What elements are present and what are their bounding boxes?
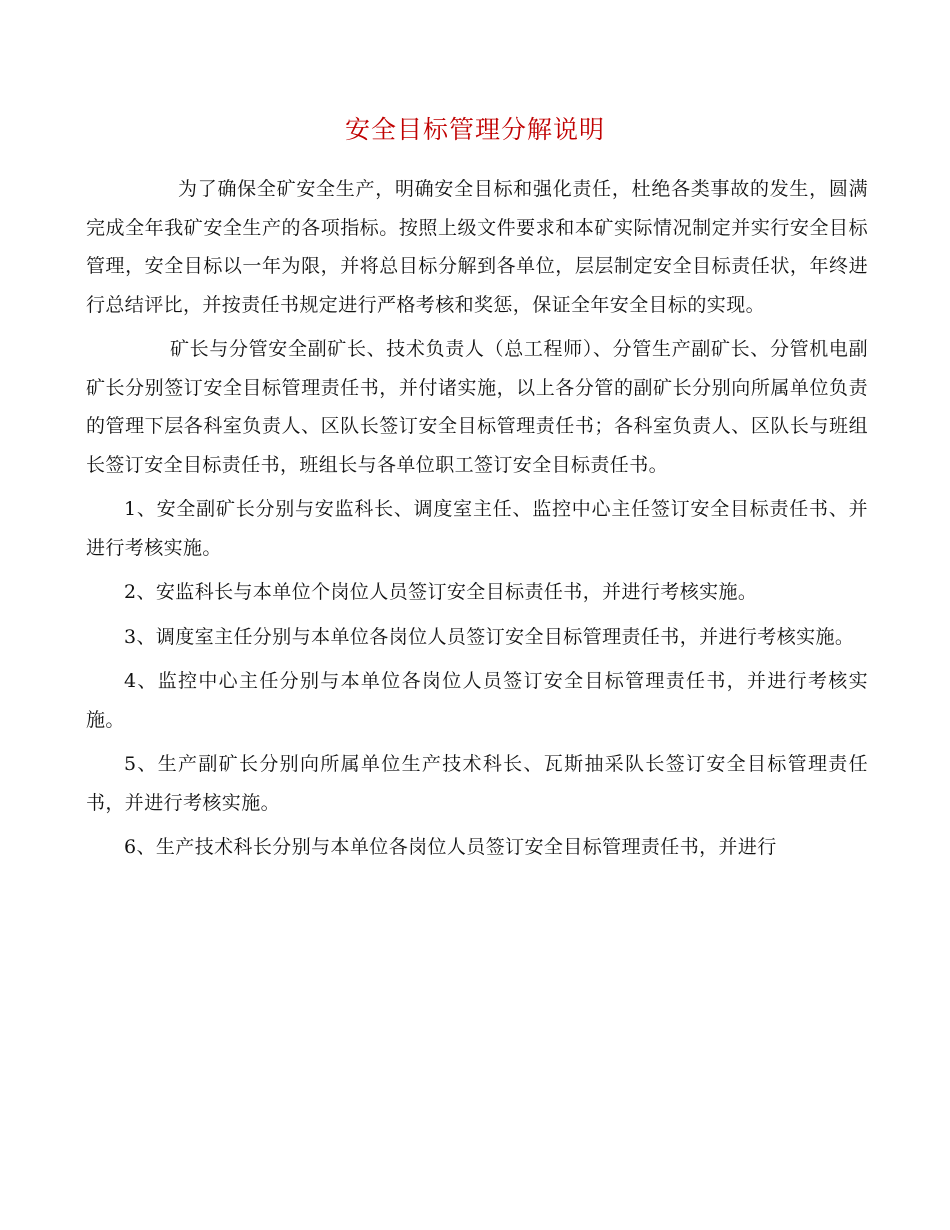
paragraph-item-1: 1、安全副矿长分别与安监科长、调度室主任、监控中心主任签订安全目标责任书、并进行考核实施。	[86, 498, 868, 559]
paragraph-responsibility: 矿长与分管安全副矿长、技术负责人（总工程师）、分管生产副矿长、分管机电副矿长分别签订安全目标管理责任书，并付诸实施，以上各分管的副矿长分别向所属单位负责的管理下层各科室负责人、区队长签订安全目标管理责任书；各科室负责人、区队长与班组长签订安全目标责任书，班组长与各单位职工签订安全目标责任书。	[86, 338, 868, 476]
document-title: 安全目标管理分解说明	[344, 115, 605, 144]
paragraph-item-6: 6、生产技术科长分别与本单位各岗位人员签订安全目标管理责任书，并进行	[124, 836, 777, 858]
paragraph-item-3: 3、调度室主任分别与本单位各岗位人员签订安全目标管理责任书，并进行考核实施。	[124, 625, 855, 648]
paragraph-item-2: 2、安监科长与本单位个岗位人员签订安全目标责任书，并进行考核实施。	[124, 581, 758, 603]
document-body	[86, 170, 868, 873]
paragraph-intro: 为了确保全矿安全生产，明确安全目标和强化责任，杜绝各类事故的发生，圆满完成全年我矿安全生产的各项指标。按照上级文件要求和本矿实际情况制定并实行安全目标管理，安全目标以一年为限，并将总目标分解到各单位，层层制定安全目标责任状，年终进行总结评比，并按责任书规定进行严格考核和奖惩，保证全年安全目标的实现。	[86, 178, 868, 316]
paragraph-item-4: 4、监控中心主任分别与本单位各岗位人员签订安全目标管理责任书，并进行考核实施。	[86, 670, 868, 731]
paragraph-item-5: 5、生产副矿长分别向所属单位生产技术科长、瓦斯抽采队长签订安全目标管理责任书，并进行考核实施。	[86, 753, 868, 814]
